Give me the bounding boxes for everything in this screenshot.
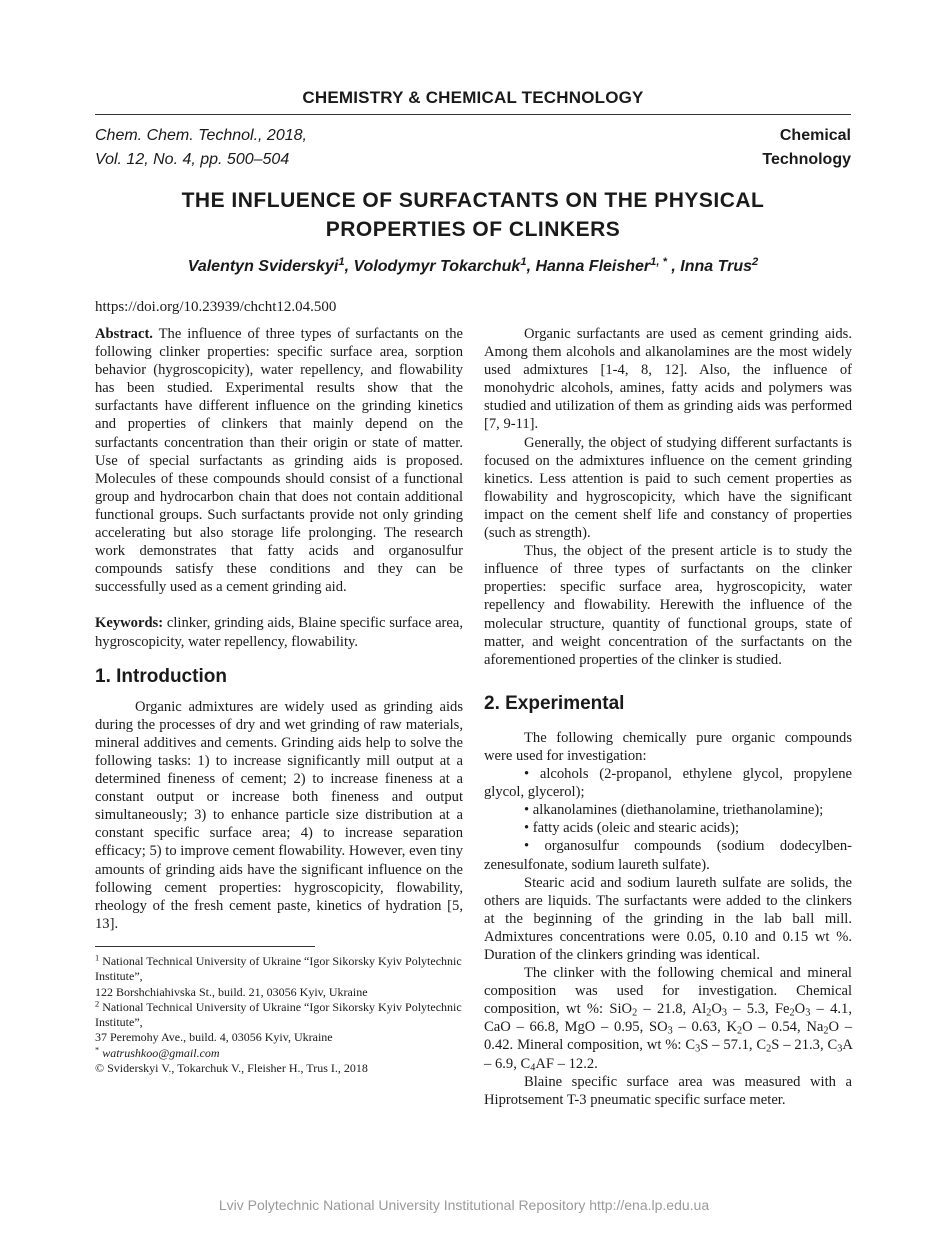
formula: $SO_3$ [648,1019,673,1037]
list-item: • fatty acids (oleic and stearic acids); [524,820,740,837]
paragraph: Blaine specific surface area was measured with a Hiprotsement T-3 pneumatic specific surface meter. [484,1073,852,1108]
composition-item: $Na_2O - 0.42$. [484,1019,853,1054]
footnote-1-text: National Technical University of Ukraine “Igor Sikorsky Kyiv Polytechnic Institute”, [95,953,462,984]
composition-value: 12.2 [568,1055,595,1072]
composition-item: $C_3S - 57.1$, [685,1037,757,1056]
composition-value: 0.63 [691,1019,718,1036]
right-column [484,325,852,1109]
composition-intro: The clinker with the following chemical and mineral composition was used for investigation. Chemical composition, wt %: [484,965,852,1018]
composition-item: CaO – 66.8, [484,1019,565,1036]
mineral-intro: Mineral composition, wt %: [517,1037,682,1054]
list-item: • alkanolamines (diethanolamine, triethanolamine); [524,802,824,819]
intro-heading: 1. Introduction [95,665,227,687]
abstract-label: Abstract. [95,326,153,342]
journal-section-header: CHEMISTRY & CHEMICAL TECHNOLOGY [302,88,644,107]
journal-name-line-1: Chemical [779,127,851,144]
title-line-1: THE INFLUENCE OF SURFACTANTS ON THE PHYSICAL [181,189,765,212]
formula: $C_4AF$ [520,1055,554,1074]
composition-item: MgO – 0.95, [564,1019,649,1036]
paragraph: Organic surfactants are used as cement grinding aids. Among them alcohols and alkanolamines are the most widely used admixtures [1-4, 8, 12]. Also, the influence of monohydric alcohols, amines, fatty acids and polymers was studied and utilization of them as grinding aids was performed [7, 9-11]. [484,326,852,433]
author-separator: , [526,258,536,275]
composition-item: SiO$_2$ – 21.8, [609,1001,692,1019]
citation-line-1: Chem. Chem. Technol., 2018, [95,127,307,144]
author-affiliation: 1 [338,255,345,268]
author-affiliation: 1, * [650,255,667,268]
paper-title [95,186,851,244]
paragraph: Thus, the object of the present article is to study the influence of three types of surfactants on the clinker properties: specific surface area, hygroscopicity, water repellency and flowability. Herewith the influence of the molecular structure, quantity of functional groups, state of matter, and weight concentration of the surfactants on the aforementioned properties of the clinker is studied. [484,543,852,668]
footnote-email [95,1046,463,1061]
composition-value: 0.54 [771,1019,797,1036]
composition-value: 57.1 [723,1037,749,1054]
header-rule [95,114,851,115]
footnote-mark: 1 [95,953,100,963]
footnote-1 [95,954,463,985]
formula: $Fe_2O_3$ [774,1001,811,1019]
composition-item: $SO_3 - 0.63$, [648,1019,727,1037]
keywords-label: Keywords: [95,615,164,632]
keywords [95,614,463,650]
doi-link[interactable]: https://doi.org/10.23939/chcht12.04.500 [95,299,337,315]
copyright: © Sviderskyi V., Tokarchuk V., Fleisher H., Trus I., 2018 [95,1060,368,1075]
list-item: • organosulfur compounds (sodium dodecylben-zenesulfonate, sodium laureth sulfate). [484,838,852,873]
formula: $C_2S$ [756,1037,780,1056]
left-column [95,325,463,1076]
formula: CaO [484,1019,511,1036]
author-list [95,255,851,276]
title-line-2: PROPERTIES OF CLINKERS [325,218,621,241]
citation [95,124,307,172]
composition-value: 6.9 [494,1055,514,1072]
formula: SiO$_2$ [609,1001,638,1019]
composition-value: 5.3 [746,1001,766,1018]
journal-name [762,124,851,172]
composition-value: 21.3 [794,1037,820,1054]
formula: $Na_2O$ [806,1019,840,1037]
composition-item: $C_4AF - 12.2$. [520,1055,598,1074]
footnote-mark: 2 [95,999,100,1009]
author-separator: , [666,258,681,275]
composition-paragraph [484,964,852,1073]
repository-footer: Lviv Polytechnic National University Institutional Repository http://ena.lp.edu.ua [218,1197,710,1213]
composition-value: 0.42 [484,1037,510,1054]
footnote-2-text: National Technical University of Ukraine “Igor Sikorsky Kyiv Polytechnic Institute”, [95,999,462,1030]
composition-item: $C_3A - 6.9$, [484,1037,853,1072]
formula: MgO [564,1019,596,1036]
composition-value: 0.95 [614,1019,640,1036]
composition-item: $C_2S - 21.3$, [756,1037,828,1056]
composition-item: $Al_2O_3 - 5.3$, [691,1001,775,1019]
composition-item: $K_2O - 0.54$, [726,1019,807,1037]
composition-item: $Fe_2O_3 - 4.1$, [774,1001,852,1019]
footnote-2 [95,1000,463,1031]
list-item-text: organosulfur compounds (sodium dodecylben-zenesulfonate, sodium laureth sulfate). [484,838,852,873]
author-affiliation: 2 [752,255,759,268]
footnotes [95,954,463,1076]
list-item-text: alkanolamines (diethanolamine, triethanolamine); [532,802,824,819]
footnote-1-address: 122 Borshchiahivska St., build. 21, 03056 Kyiv, Ukraine [95,984,368,999]
keywords-text: clinker, grinding aids, Blaine specific surface area, hygroscopicity, water repellency, flowability. [95,615,464,650]
email-link[interactable]: watrushkoo@gmail.com [102,1045,220,1060]
formula: $Al_2O_3$ [691,1001,727,1019]
composition-value: 4.1 [830,1001,849,1018]
citation-line-2: Vol. 12, No. 4, pp. 500–504 [95,151,290,168]
footnote-2-address: 37 Peremohy Ave., build. 4, 03056 Kyiv, Ukraine [95,1030,333,1045]
abstract [95,325,463,596]
author: Hanna Fleisher [535,258,651,275]
author-separator: , [344,258,354,275]
paragraph: Stearic acid and sodium laureth sulfate are solids, the others are liquids. The surfactants were added to the clinkers at the beginning of the grinding in the lab ball mill. Admixtures concentrations were 0.05, 0.10 and 0.15 wt %. Duration of the clinkers grinding was identical. [484,874,852,963]
formula: $C_3A$ [827,1037,853,1056]
composition-value: 21.8 [656,1001,683,1018]
list-item: • alcohols (2-propanol, ethylene glycol, propylene glycol, glycerol); [484,766,852,801]
footnote-mark: * [95,1045,100,1055]
author: Volodymyr Tokarchuk [353,258,521,275]
formula: $C_3S$ [685,1037,709,1056]
experimental-heading: 2. Experimental [484,692,625,714]
intro-paragraph: Organic admixtures are widely used as grinding aids during the processes of dry and wet grinding of raw materials, mineral additives and cements. Grinding aids help to solve the following tasks: 1) to increase significantly mill output at a determined fineness of cement; 2) to increase fineness at a constant output or increase both fineness and output simultaneously; 3) to enhance particle size distribution at a constant specific surface area; 4) to increase separation efficacy; 5) to improve cement flowability. However, even tiny amounts of grinding aids have the significant influence on the following cement properties: hygroscopicity, flowability, rheology of the fresh cement paste, kinetics of hydration [5, 13]. [95,698,463,932]
list-item-text: alcohols (2-propanol, ethylene glycol, propylene glycol, glycerol); [484,766,852,801]
journal-name-line-2: Technology [762,151,851,168]
author: Valentyn Sviderskyi [187,258,339,275]
author: Inna Trus [680,258,753,275]
abstract-text: The influence of three types of surfactants on the following clinker properties: specific surface area, sorption behavior (hygroscopicity), water repellency, and flowability has been studied. Experimental results show that the surfactants have different influence on the grinding kinetics and properties of clinkers that mainly depend on the surfactants concentration than their origin or state of matter. Use of special surfactants as grinding aids is proposed. Molecules of these compounds should consist of a functional group and hydrocarbon chain that does not contain additional functional groups. Such surfactants provide not only grinding accelerating but also storage life prolonging. The research work demonstrates that fatty acids and organosulfur compounds satisfy these conditions and they can be successfully used as a cement grinding aid. [95,326,463,596]
paragraph: Generally, the object of studying different surfactants is focused on the admixtures influence on the cement grinding kinetics. Less attention is paid to such cement properties as flowability and hygroscopicity, which have the significant impact on the cement shelf life and constancy of properties (such as strength). [484,434,852,542]
composition-value: 66.8 [529,1019,556,1036]
paragraph: The following chemically pure organic compounds were used for investigation: [484,729,852,764]
list-item-text: fatty acids (oleic and stearic acids); [532,820,740,837]
author-affiliation: 1 [520,255,527,268]
formula: $K_2O$ [726,1019,753,1037]
footnote-rule [95,946,315,947]
